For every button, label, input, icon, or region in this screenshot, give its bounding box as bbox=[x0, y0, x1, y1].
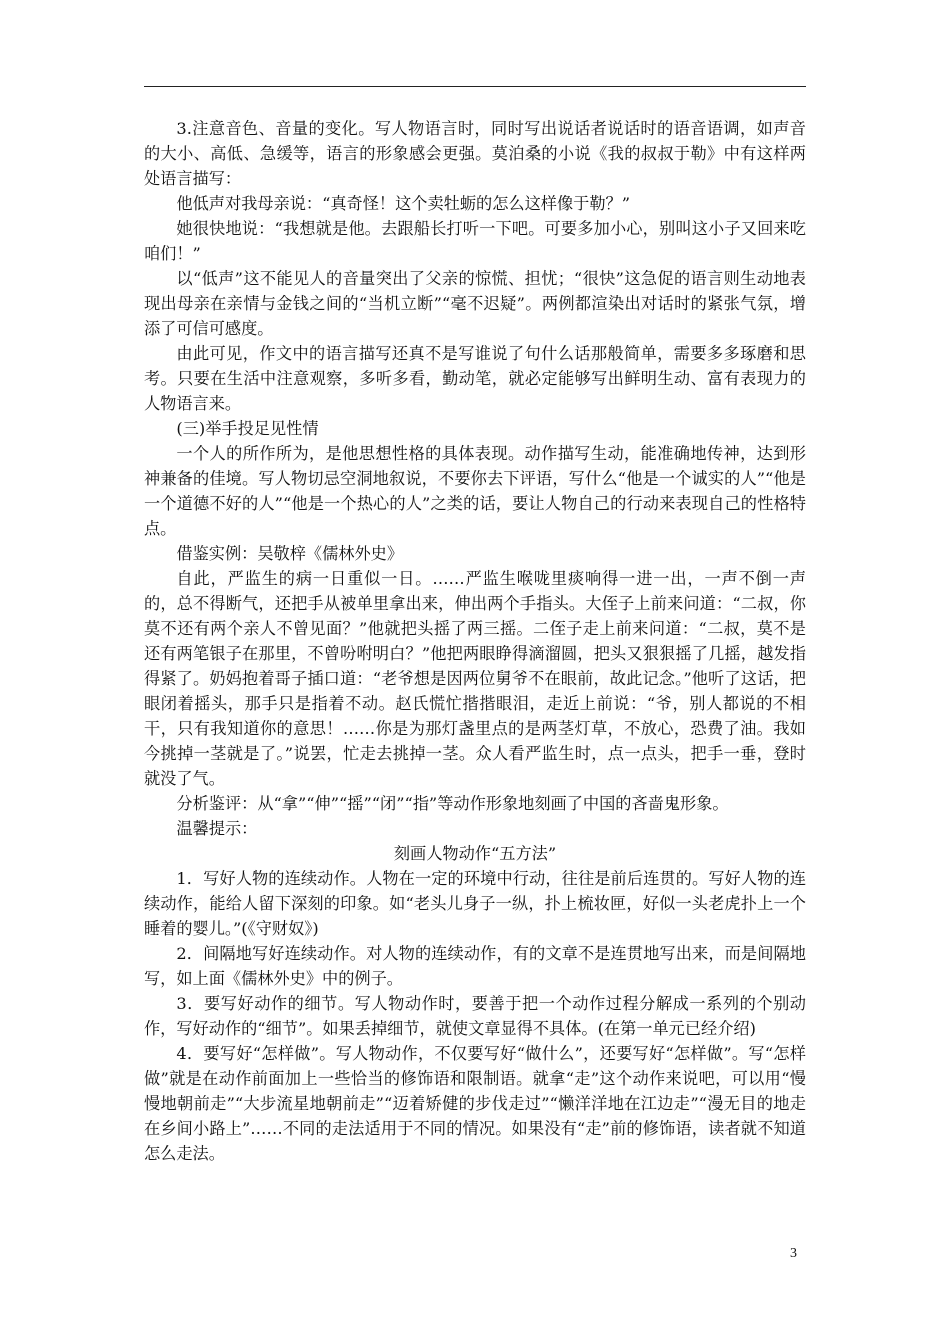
paragraph-conclusion: 由此可见，作文中的语言描写还真不是写谁说了句什么话那般简单，需要多多琢磨和思考。只要在生活中注意观察，多听多看，勤动笔，就必定能够写出鲜明生动、富有表现力的人物语言来。 bbox=[144, 344, 806, 413]
method-item: 1．写好人物的连续动作。人物在一定的环境中行动，往往是前后连贯的。写好人物的连续动作，能给人留下深刻的印象。如“老头儿身子一纵，扑上梳妆匣，好似一头老虎扑上一个睡着的婴儿。”(《守财奴》) bbox=[144, 869, 806, 938]
methods-subheading: 刻画人物动作“五方法” bbox=[393, 844, 557, 863]
example-source: 借鉴实例：吴敬梓《儒林外史》 bbox=[176, 544, 404, 563]
quote-father: 他低声对我母亲说：“真奇怪！这个卖牡蛎的怎么这样像于勒？” bbox=[176, 194, 631, 213]
page-body bbox=[144, 116, 806, 1166]
page-number: 3 bbox=[790, 1246, 797, 1261]
method-item: 3．要写好动作的细节。写人物动作时，要善于把一个动作过程分解成一系列的个别动作，写好动作的“细节”。如果丢掉细节，就使文章显得不具体。(在第一单元已经介绍) bbox=[144, 994, 806, 1038]
paragraph-analysis: 以“低声”这不能见人的音量突出了父亲的惊慌、担忧；“很快”这急促的语言则生动地表现出母亲在亲情与金钱之间的“当机立断”“毫不迟疑”。两例都渲染出对话时的紧张气氛，增添了可信可感度。 bbox=[144, 269, 806, 338]
tip-label: 温馨提示： bbox=[176, 819, 258, 838]
method-item: 2．间隔地写好连续动作。对人物的连续动作，有的文章不是连贯地写出来，而是间隔地写，如上面《儒林外史》中的例子。 bbox=[144, 944, 806, 988]
analysis-comment: 分析鉴评：从“拿”“伸”“摇”“闭”“指”等动作形象地刻画了中国的吝啬鬼形象。 bbox=[176, 794, 729, 813]
quote-mother: 她很快地说：“我想就是他。去跟船长打听一下吧。可要多加小心，别叫这小子又回来吃咱们！” bbox=[144, 219, 806, 263]
paragraph-tone-volume: 3.注意音色、音量的变化。写人物语言时，同时写出说话者说话时的语音语调，如声音的大小、高低、急缓等，语言的形象感会更强。莫泊桑的小说《我的叔叔于勒》中有这样两处语言描写： bbox=[144, 119, 806, 188]
paragraph-action-intro: 一个人的所作所为，是他思想性格的具体表现。动作描写生动，能准确地传神，达到形神兼备的佳境。写人物切忌空洞地叙说，不要你去下评语，写什么“他是一个诚实的人”“他是一个道德不好的人”“他是一个热心的人”之类的话，要让人物自己的行动来表现自己的性格特点。 bbox=[144, 444, 806, 538]
example-passage: 自此，严监生的病一日重似一日。……严监生喉咙里痰响得一进一出，一声不倒一声的，总不得断气，还把手从被单里拿出来，伸出两个手指头。大侄子上前来问道：“二叔，你莫不还有两个亲人不曾见面？”他就把头摇了两三摇。二侄子走上前来问道：“二叔，莫不是还有两笔银子在那里，不曾吩咐明白？”他把两眼睁得滴溜圆，把头又狠狠摇了几摇，越发指得紧了。奶妈抱着哥子插口道：“老爷想是因两位舅爷不在眼前，故此记念。”他听了这话，把眼闭着摇头，那手只是指着不动。赵氏慌忙揩揩眼泪，走近上前说：“爷，别人都说的不相干，只有我知道你的意思！……你是为那灯盏里点的是两茎灯草，不放心，恐费了油。我如今挑掉一茎就是了。”说罢，忙走去挑掉一茎。众人看严监生时，点一点头，把手一垂，登时就没了气。 bbox=[144, 569, 806, 788]
header-rule bbox=[144, 86, 806, 87]
method-item: 4．要写好“怎样做”。写人物动作，不仅要写好“做什么”，还要写好“怎样做”。写“怎样做”就是在动作前面加上一些恰当的修饰语和限制语。就拿“走”这个动作来说吧，可以用“慢慢地朝前走”“大步流星地朝前走”“迈着矫健的步伐走过”“懒洋洋地在江边走”“漫无目的地走在乡间小路上”……不同的走法适用于不同的情况。如果没有“走”前的修饰语，读者就不知道怎么走法。 bbox=[144, 1044, 806, 1163]
section-heading: (三)举手投足见性情 bbox=[176, 419, 319, 438]
